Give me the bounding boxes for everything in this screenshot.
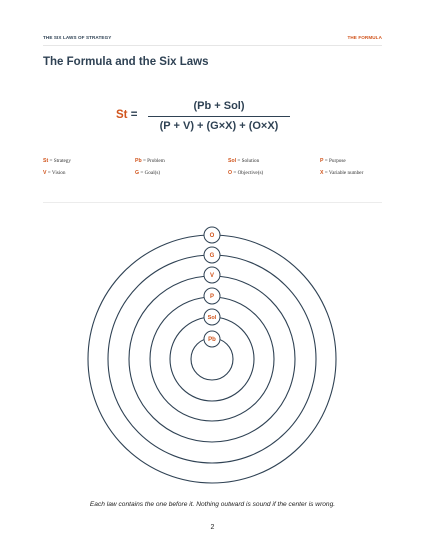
legend-text: = Objective(s) (232, 170, 264, 176)
formula-denominator: (P + V) + (G×X) + (O×X) (159, 120, 279, 132)
page-title: The Formula and the Six Laws (43, 56, 209, 68)
ring-label-badge (204, 309, 220, 325)
legend-text: = Strategy (48, 158, 71, 164)
legend-symbol: G (135, 170, 140, 176)
legend-text: = Solution (236, 158, 260, 164)
legend-symbol: Pb (135, 158, 142, 164)
legend-text: = Purpose (323, 158, 346, 164)
ring-label: G (209, 253, 215, 260)
legend-symbol: O (228, 170, 233, 176)
ring-label-badge (204, 288, 220, 304)
ring-label: Sol (207, 315, 217, 322)
formula-lhs-symbol: St (116, 109, 128, 121)
legend-text: = Goal(s) (139, 170, 161, 176)
legend-symbol: X (320, 170, 324, 176)
law-ring (170, 317, 254, 401)
legend-text: = Vision (46, 170, 66, 176)
ring-label: P (209, 294, 215, 301)
page-number: 2 (210, 524, 215, 531)
legend-text: = Problem (141, 158, 165, 164)
ring-label: V (209, 273, 215, 280)
ring-label-badge (204, 267, 220, 283)
formula-equals: = (127, 109, 138, 121)
legend-symbol: Sol (228, 158, 237, 164)
formula-numerator: (Pb + Sol) (193, 100, 245, 112)
ring-label-badge (204, 247, 220, 263)
legend-symbol: P (320, 158, 324, 164)
diagram-caption: Each law contains the one before it. Nothing outward is sound if the center is wrong. (89, 501, 336, 508)
ring-label: O (209, 233, 215, 240)
legend-text: = Variable number (323, 170, 364, 176)
ring-label-badge (204, 227, 220, 243)
header-book-title: THE SIX LAWS OF STRATEGY (43, 35, 112, 40)
ring-label-badge (204, 331, 220, 347)
legend-symbol: V (43, 170, 47, 176)
ring-label: Pb (208, 337, 216, 344)
header-section-title: THE FORMULA (347, 35, 382, 40)
law-ring (108, 255, 316, 463)
legend-symbol: St (43, 158, 49, 164)
